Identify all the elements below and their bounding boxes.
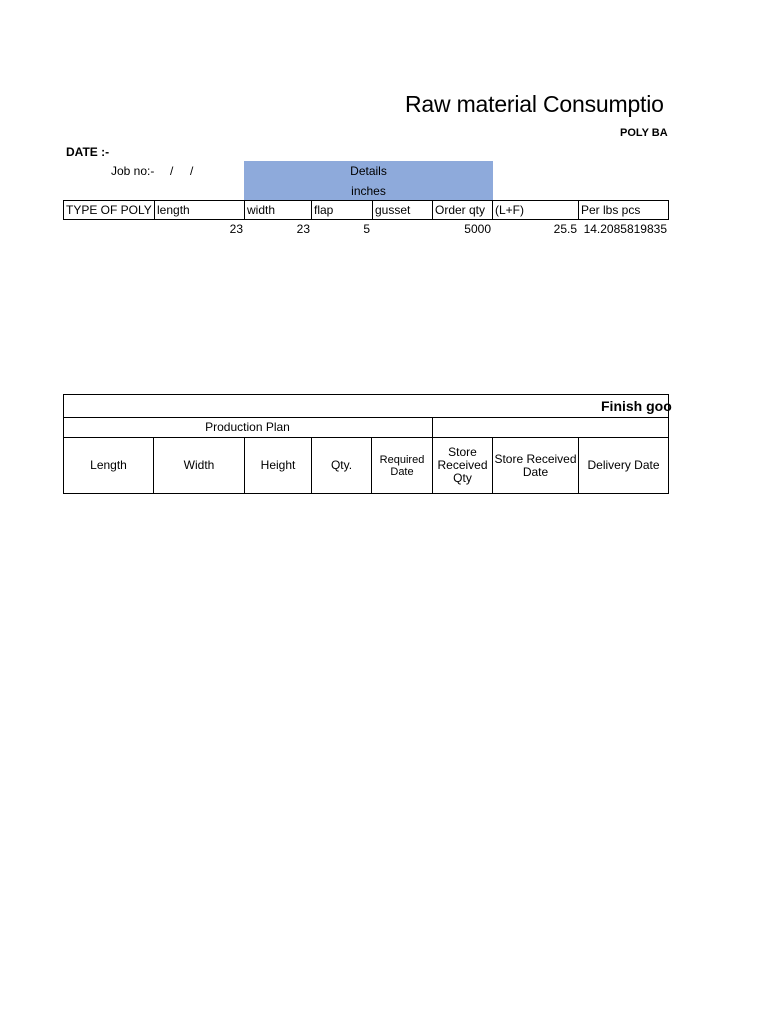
poly-dimensions-table xyxy=(63,200,669,220)
column-header-store-received-date xyxy=(493,438,578,493)
details-units-label: inches xyxy=(351,184,386,198)
column-header-order-qty: Order qty xyxy=(433,201,493,219)
production-plan-header: Production Plan xyxy=(205,420,290,434)
document-title: Raw material Consumptio xyxy=(405,91,664,117)
column-header-delivery-date: Delivery Date xyxy=(587,458,660,472)
document-subtitle: POLY BA xyxy=(620,127,668,139)
job-number-label: Job no:- xyxy=(111,164,155,178)
details-label: Details xyxy=(350,164,387,178)
store-received-qty-label: Store Received Qty xyxy=(437,445,488,485)
date-label: DATE :- xyxy=(66,145,110,159)
column-header-qty: Qty. xyxy=(330,458,353,472)
column-header-required-date xyxy=(372,438,432,493)
value-per-lbs-pcs: 14.2085819835 xyxy=(583,222,667,236)
job-number-separator: / xyxy=(170,164,174,178)
column-header-length: length xyxy=(155,201,245,219)
value-flap: 5 xyxy=(363,222,370,236)
value-length: 23 xyxy=(229,222,243,236)
column-header-length: Length xyxy=(90,458,127,472)
column-header-flap: flap xyxy=(312,201,373,219)
store-received-date-label: Store Received Date xyxy=(494,451,577,479)
column-header-l-plus-f: (L+F) xyxy=(493,201,579,219)
value-width: 23 xyxy=(296,222,310,236)
column-header-per-lbs-pcs: Per lbs pcs xyxy=(581,203,641,217)
job-number-separator: / xyxy=(190,164,194,178)
column-header-height: Height xyxy=(260,458,296,472)
value-order-qty: 5000 xyxy=(464,222,491,236)
column-header-gusset: gusset xyxy=(373,201,433,219)
value-l-plus-f: 25.5 xyxy=(553,222,577,236)
column-header-width: Width xyxy=(183,458,215,472)
column-header-type-of-poly: TYPE OF POLY xyxy=(64,201,155,219)
required-date-label: Required Date xyxy=(379,453,425,478)
finish-goods-title: Finish goo xyxy=(601,398,672,414)
column-header-store-received-qty xyxy=(433,438,492,493)
column-header-width: width xyxy=(245,201,312,219)
